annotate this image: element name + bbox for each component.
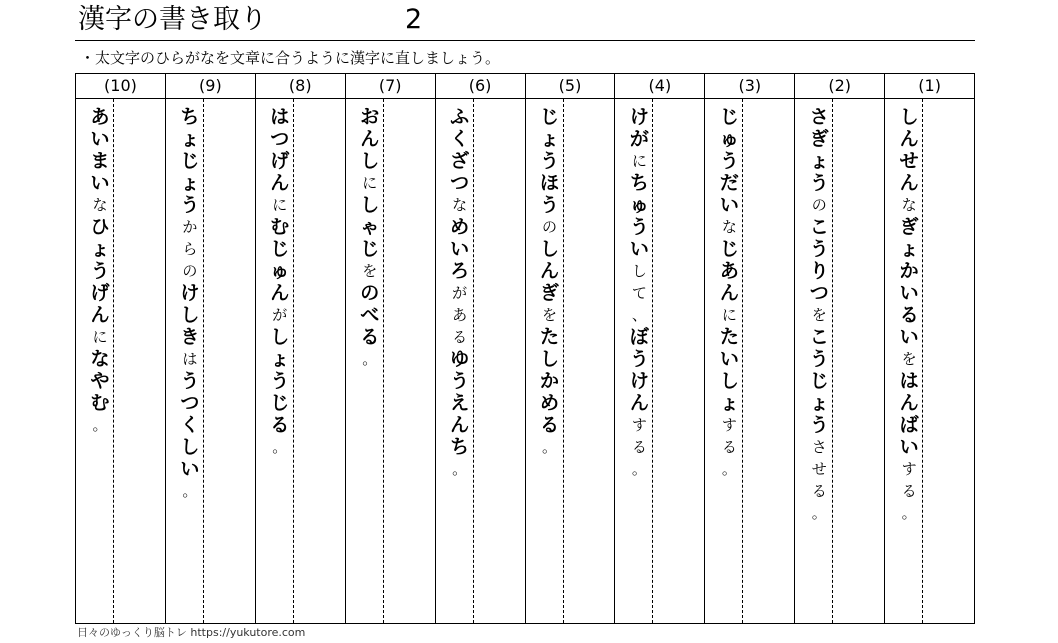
- question-sentence: じ ゅ う だ い な じ あ ん に た い し ょ す る 。: [719, 106, 739, 478]
- dashed-guide-line: [652, 99, 653, 623]
- question-sentence: ふ く ざ つ な め い ろ が あ る ゆ う え ん ち 。: [450, 106, 470, 478]
- question-sentence: け が に ち ゅ う い し て 、 ぼ う け ん す る 。: [629, 106, 649, 478]
- title-divider: [75, 40, 975, 41]
- instruction-text: ・太文字のひらがなを文章に合うように漢字に直しましょう。: [80, 49, 501, 67]
- page-title: 漢字の書き取り: [78, 4, 267, 35]
- question-number: (3): [705, 74, 794, 99]
- question-column: [255, 74, 345, 623]
- question-number: (9): [166, 74, 255, 99]
- dashed-guide-line: [113, 99, 114, 623]
- question-number: (8): [256, 74, 345, 99]
- dashed-guide-line: [832, 99, 833, 623]
- question-column: [884, 74, 974, 623]
- question-number: (5): [526, 74, 615, 99]
- answer-area[interactable]: [885, 99, 974, 623]
- dashed-guide-line: [383, 99, 384, 623]
- question-column: [614, 74, 704, 623]
- question-number: (6): [436, 74, 525, 99]
- question-sentence: は つ げ ん に む じ ゅ ん が し ょ う じ る 。: [270, 106, 290, 456]
- answer-area[interactable]: [526, 99, 615, 623]
- question-number: (10): [76, 74, 165, 99]
- question-sentence: お ん し に し ゃ じ を の べ る 。: [360, 106, 380, 368]
- answer-area[interactable]: [166, 99, 255, 623]
- question-column: [704, 74, 794, 623]
- dashed-guide-line: [203, 99, 204, 623]
- answer-area[interactable]: [436, 99, 525, 623]
- question-column: [345, 74, 435, 623]
- question-column: [165, 74, 255, 623]
- question-number: (1): [885, 74, 974, 99]
- question-sentence: あ い ま い な ひ ょ う げ ん に な や む 。: [90, 106, 110, 434]
- question-sentence: ち ょ じ ょ う か ら の け し き は う つ く し い 。: [180, 106, 200, 500]
- question-number: (7): [346, 74, 435, 99]
- dashed-guide-line: [473, 99, 474, 623]
- dashed-guide-line: [293, 99, 294, 623]
- answer-table: [75, 73, 975, 624]
- question-column: [525, 74, 615, 623]
- dashed-guide-line: [563, 99, 564, 623]
- question-column: [435, 74, 525, 623]
- question-sentence: し ん せ ん な ぎ ょ か い る い を は ん ば い す る 。: [899, 106, 919, 522]
- answer-area[interactable]: [615, 99, 704, 623]
- footer-credit: 日々のゆっくり脳トレ https://yukutore.com: [77, 626, 306, 639]
- answer-area[interactable]: [795, 99, 884, 623]
- question-sentence: さ ぎ ょ う の こ う り つ を こ う じ ょ う さ せ る 。: [809, 106, 829, 522]
- question-number: (4): [615, 74, 704, 99]
- answer-area[interactable]: [76, 99, 165, 623]
- question-sentence: じ ょ う ほ う の し ん ぎ を た し か め る 。: [540, 106, 560, 456]
- dashed-guide-line: [742, 99, 743, 623]
- question-number: (2): [795, 74, 884, 99]
- answer-area[interactable]: [346, 99, 435, 623]
- question-column: [794, 74, 884, 623]
- worksheet-number: 2: [405, 4, 423, 35]
- dashed-guide-line: [922, 99, 923, 623]
- answer-area[interactable]: [705, 99, 794, 623]
- answer-area[interactable]: [256, 99, 345, 623]
- question-column: [76, 74, 165, 623]
